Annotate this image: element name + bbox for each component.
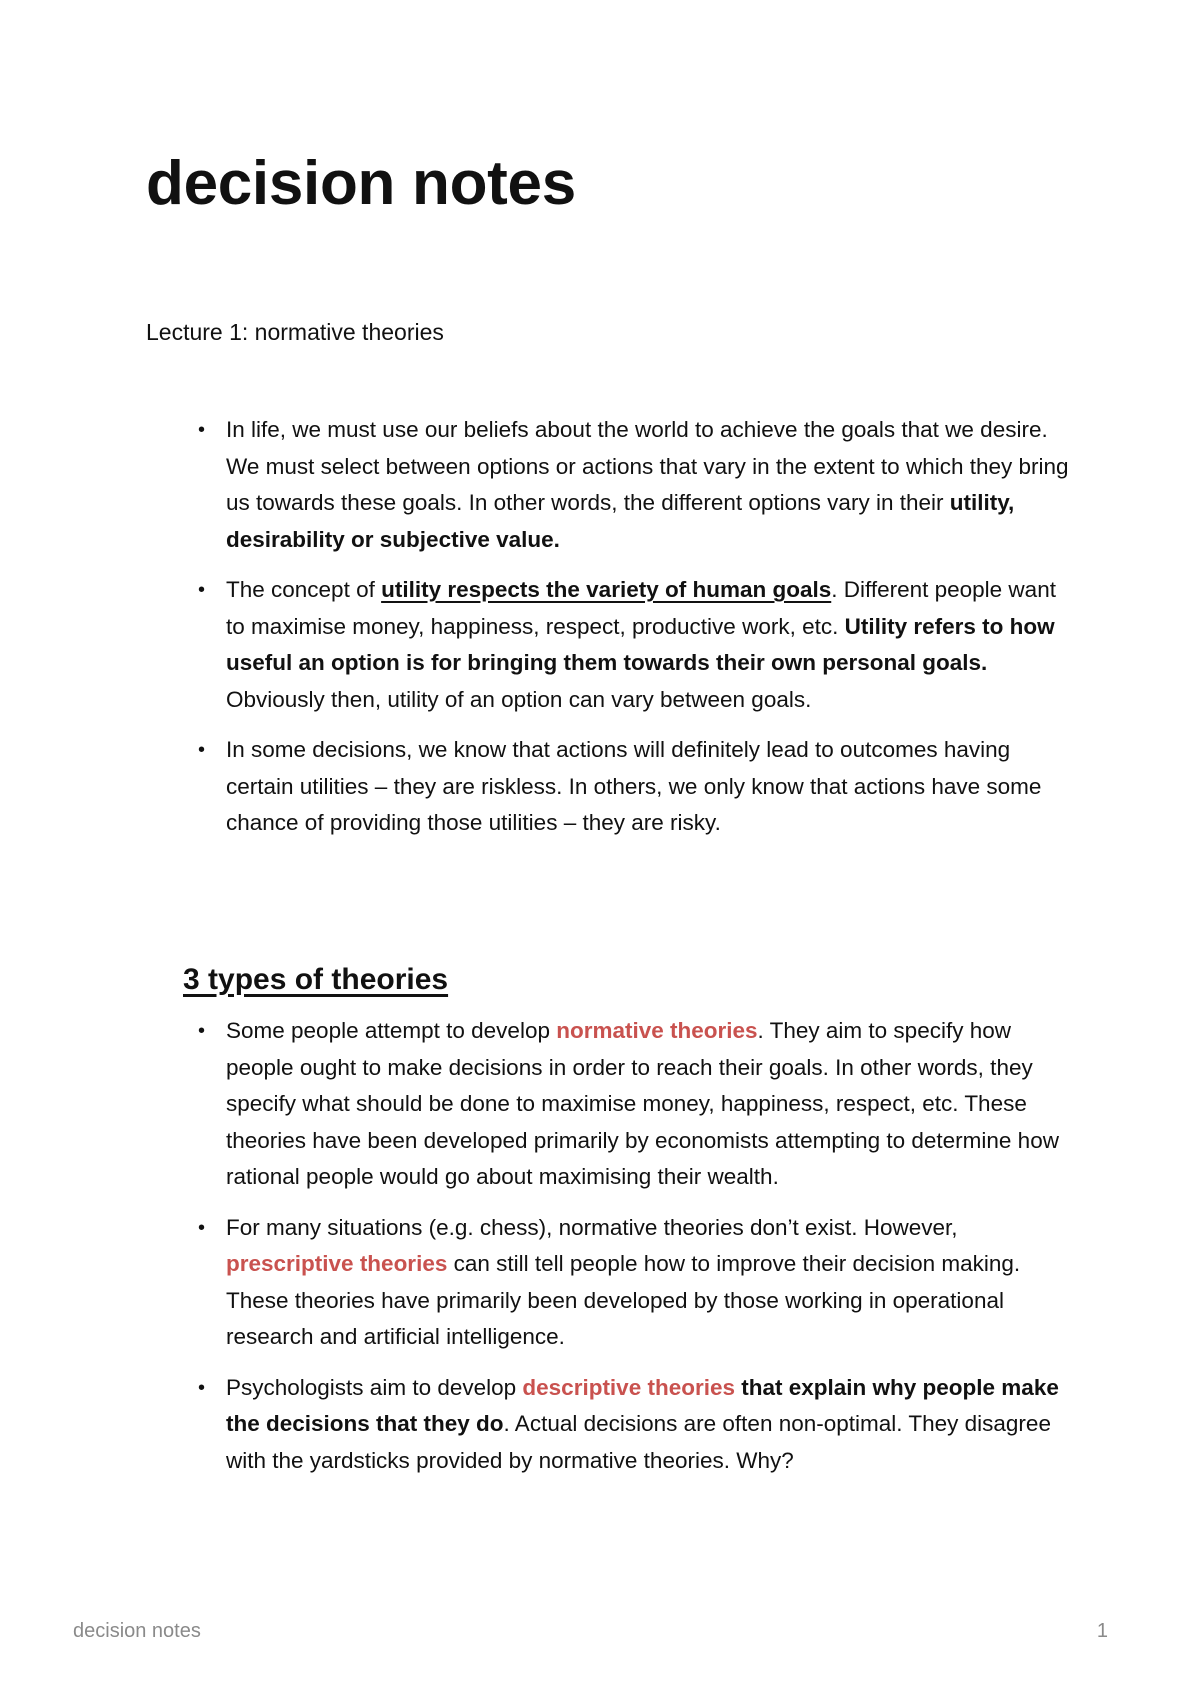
bullet-bold-text: Utility refers to how useful an option is for bringing them towards their own personal goals. xyxy=(226,613,1055,675)
footer-page-number: 1 xyxy=(1096,1620,1108,1642)
bullet-bold-text: utility, desirability or subjective value. xyxy=(226,490,1015,552)
list-item xyxy=(190,732,1070,842)
bullet-text: In life, we must use our beliefs about the world to achieve the goals that we desire. We must select between options or actions that vary in the extent to which they bring us towards these goals. In other words, the different options vary in their xyxy=(226,417,1069,515)
list-item xyxy=(190,1370,1070,1480)
bullet-text: . They aim to specify how people ought to make decisions in order to reach their goals. In other words, they specify what should be done to maximise money, happiness, respect, etc. These theories have been developed primarily by economists attempting to determine how rational people would go about maximising their wealth. xyxy=(226,1018,1059,1189)
bullet-text: The concept of xyxy=(226,577,382,602)
bullet-bold-text: that explain why people make the decisions that they do xyxy=(226,1374,1059,1436)
highlight-term: prescriptive theories xyxy=(226,1251,448,1276)
highlight-term: descriptive theories xyxy=(522,1374,735,1400)
lecture-subtitle: Lecture 1: normative theories xyxy=(146,319,444,345)
bullet-text: Some people attempt to develop xyxy=(226,1018,557,1043)
list-item xyxy=(190,1210,1070,1356)
theory-bullet-list xyxy=(190,1013,1070,1493)
highlight-term: normative theories xyxy=(556,1018,758,1043)
bullet-text: For many situations (e.g. chess), normative theories don’t exist. However, xyxy=(226,1214,958,1240)
list-item xyxy=(190,412,1070,558)
list-item xyxy=(190,572,1070,718)
bullet-text: . Different people want to maximise money, happiness, respect, productive work, etc. xyxy=(226,577,1056,639)
bullet-text: In some decisions, we know that actions will definitely lead to outcomes having certain utilities – they are riskless. In others, we only know that actions have some chance of providing those utilities – they are risky. xyxy=(226,737,1042,835)
bullet-bold-underline-text: utility respects the variety of human goals xyxy=(381,577,832,602)
list-item xyxy=(190,1013,1070,1196)
bullet-text: . Actual decisions are often non-optimal. They disagree with the yardsticks provided by normative theories. Why? xyxy=(226,1411,1051,1473)
bullet-text: can still tell people how to improve their decision making. These theories have primarily been developed by those working in operational research and artificial intelligence. xyxy=(226,1251,1021,1349)
bullet-text: Obviously then, utility of an option can vary between goals. xyxy=(226,686,812,712)
section-heading: 3 types of theories xyxy=(183,963,449,996)
bullet-text: Psychologists aim to develop xyxy=(226,1374,523,1400)
intro-bullet-list xyxy=(190,412,1070,856)
footer-document-name: decision notes xyxy=(73,1620,201,1642)
document-title: decision notes xyxy=(146,149,576,218)
